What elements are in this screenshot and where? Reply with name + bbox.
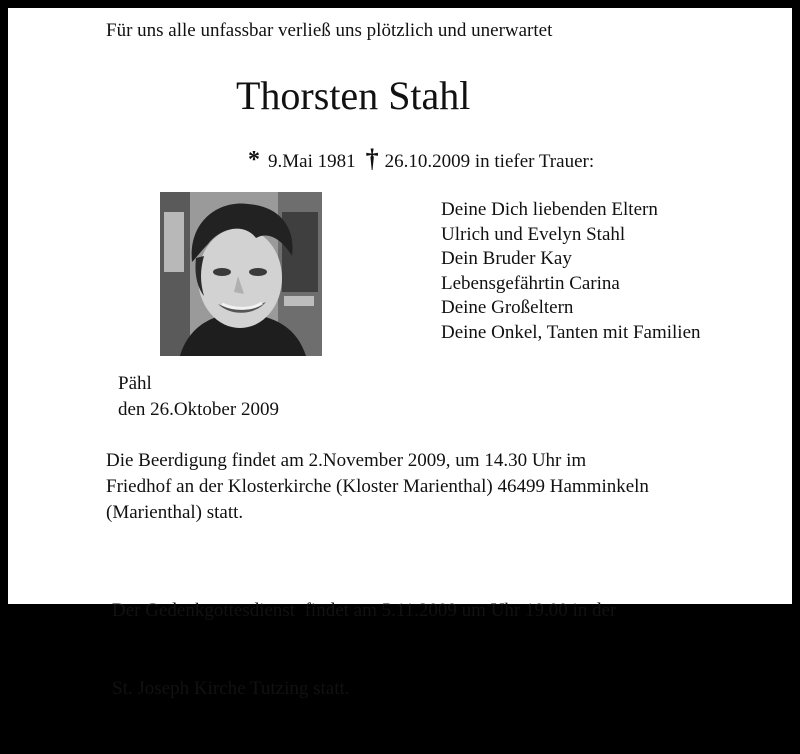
mourner-line: Deine Großeltern xyxy=(441,297,574,319)
memorial-service-notice xyxy=(112,546,616,754)
intro-text: Für uns alle unfassbar verließ uns plötzlich und unerwartet xyxy=(106,20,553,41)
burial-line: Die Beerdigung findet am 2.November 2009, um 14.30 Uhr im xyxy=(106,450,587,471)
service-line: Der Gedenkgottesdienst findet am 5.11.2009 um Uhr 19.00 in der xyxy=(112,600,617,621)
mourner-line: Lebensgefährtin Carina xyxy=(441,272,620,294)
death-date: 26.10.2009 in tiefer Trauer: xyxy=(384,151,595,172)
death-cross-icon: † xyxy=(365,144,379,173)
deceased-name: Thorsten Stahl xyxy=(236,73,471,118)
obituary-card xyxy=(8,8,792,699)
burial-line: (Marienthal) statt. xyxy=(106,502,244,523)
place-date xyxy=(118,371,279,423)
portrait-image xyxy=(160,192,322,356)
burial-notice xyxy=(106,448,649,526)
life-dates xyxy=(248,144,594,174)
mourners-list xyxy=(441,198,701,346)
mourner-line: Deine Onkel, Tanten mit Familien xyxy=(441,321,701,343)
service-line: St. Joseph Kirche Tutzing statt. xyxy=(112,678,350,699)
portrait-photo xyxy=(160,192,322,356)
birth-star-icon: * xyxy=(248,147,260,173)
mourner-line: Deine Dich liebenden Eltern xyxy=(441,199,658,220)
place-town: Pähl xyxy=(118,373,152,394)
burial-line: Friedhof an der Klosterkirche (Kloster Marienthal) 46499 Hamminkeln xyxy=(106,476,649,497)
birth-date: 9.Mai 1981 xyxy=(268,151,356,172)
place-date-text: den 26.Oktober 2009 xyxy=(118,399,279,420)
mourner-line: Ulrich und Evelyn Stahl xyxy=(441,223,626,245)
mourner-line: Dein Bruder Kay xyxy=(441,248,572,270)
